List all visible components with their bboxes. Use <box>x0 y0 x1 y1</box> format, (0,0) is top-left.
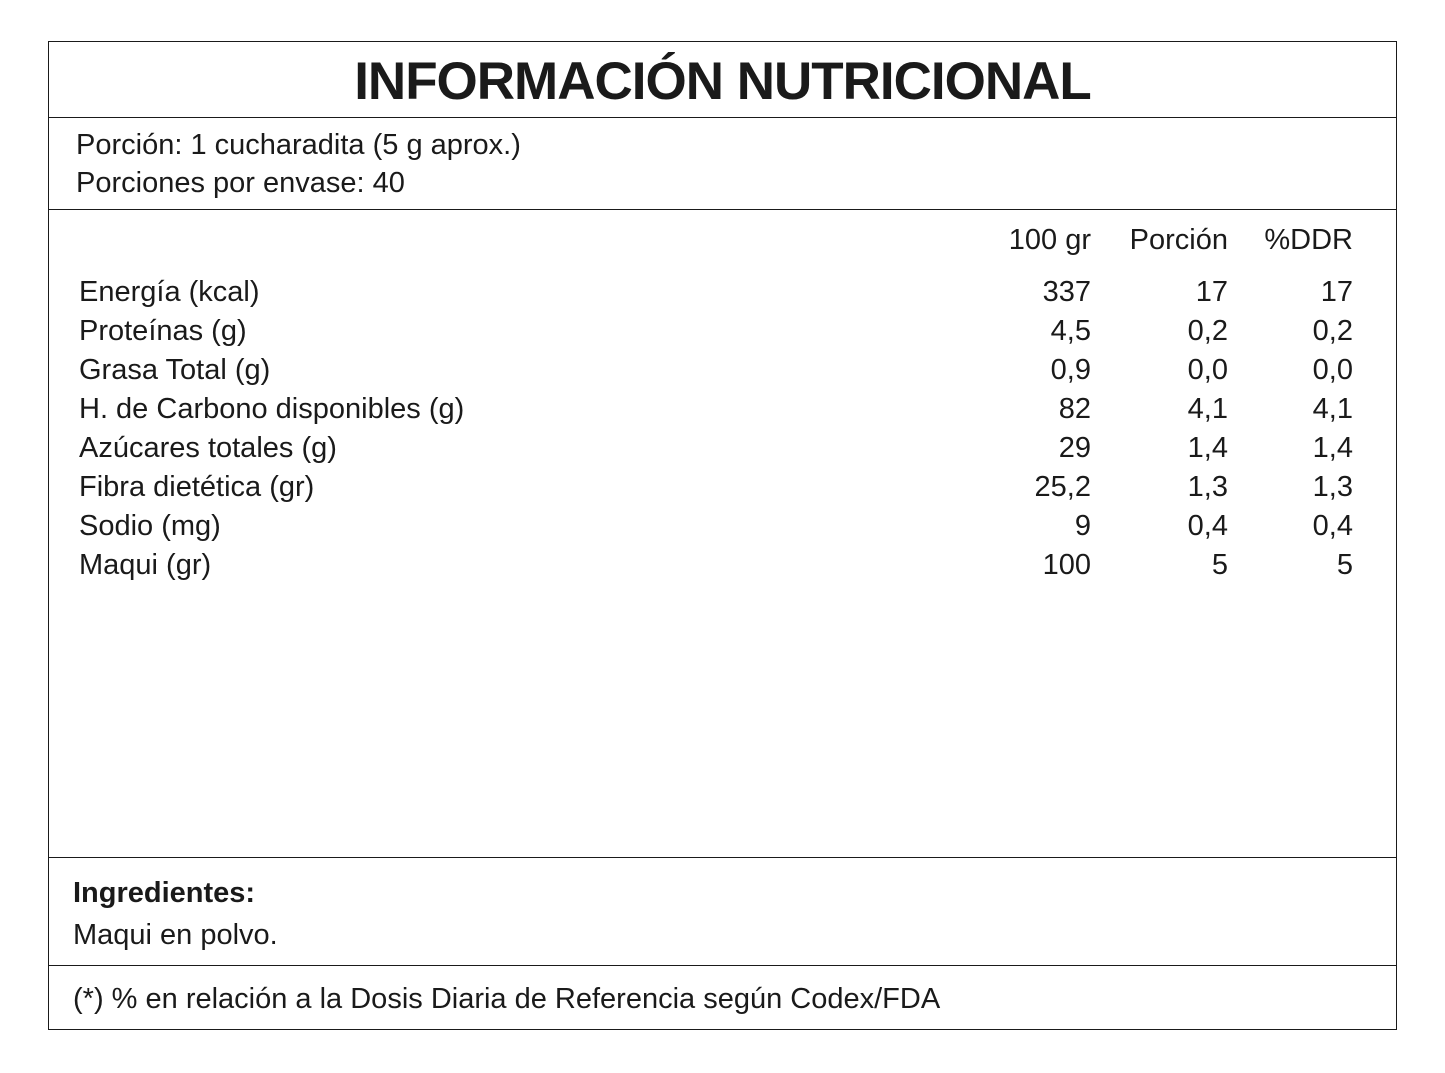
table-row <box>49 312 1396 351</box>
nutrient-name: H. de Carbono disponibles (g) <box>79 393 465 425</box>
value-portion: 0,2 <box>1187 315 1228 347</box>
nutrient-name: Azúcares totales (g) <box>79 432 337 464</box>
column-header-portion: Porción <box>1129 224 1228 256</box>
value-per-100g: 4,5 <box>1050 315 1091 347</box>
nutrition-label <box>48 41 1397 1030</box>
column-header-ddr: %DDR <box>1264 224 1353 256</box>
table-row <box>49 390 1396 429</box>
nutrient-table <box>49 210 1396 858</box>
ingredients-title: Ingredientes: <box>73 877 256 909</box>
portion-size: Porción: 1 cucharadita (5 g aprox.) <box>76 129 521 161</box>
table-row <box>49 546 1396 585</box>
ingredients-section <box>49 858 1396 966</box>
value-portion: 4,1 <box>1187 393 1228 425</box>
table-row <box>49 351 1396 390</box>
serving-info <box>49 118 1396 210</box>
value-portion: 17 <box>1195 276 1228 308</box>
value-per-100g: 82 <box>1058 393 1091 425</box>
value-portion: 0,0 <box>1187 354 1228 386</box>
column-headers <box>49 220 1396 260</box>
value-portion: 1,4 <box>1187 432 1228 464</box>
value-ddr: 0,0 <box>1312 354 1353 386</box>
ingredients-text: Maqui en polvo. <box>73 919 278 951</box>
value-ddr: 0,4 <box>1312 510 1353 542</box>
table-row <box>49 468 1396 507</box>
value-portion: 1,3 <box>1187 471 1228 503</box>
label-title: INFORMACIÓN NUTRICIONAL <box>354 52 1091 111</box>
value-ddr: 4,1 <box>1312 393 1353 425</box>
value-per-100g: 100 <box>1042 549 1091 581</box>
value-portion: 0,4 <box>1187 510 1228 542</box>
value-per-100g: 29 <box>1058 432 1091 464</box>
value-ddr: 1,4 <box>1312 432 1353 464</box>
table-row <box>49 273 1396 312</box>
value-ddr: 1,3 <box>1312 471 1353 503</box>
value-per-100g: 25,2 <box>1034 471 1091 503</box>
value-per-100g: 337 <box>1042 276 1091 308</box>
portions-per-container: Porciones por envase: 40 <box>76 167 405 199</box>
footnote-text: (*) % en relación a la Dosis Diaria de Referencia según Codex/FDA <box>73 983 941 1015</box>
column-header-per-100g: 100 gr <box>1008 224 1091 256</box>
table-row <box>49 507 1396 546</box>
value-ddr: 17 <box>1320 276 1353 308</box>
value-ddr: 0,2 <box>1312 315 1353 347</box>
value-per-100g: 9 <box>1074 510 1091 542</box>
nutrient-name: Fibra dietética (gr) <box>79 471 315 503</box>
value-portion: 5 <box>1211 549 1228 581</box>
title-section <box>49 42 1396 118</box>
table-row <box>49 429 1396 468</box>
value-ddr: 5 <box>1336 549 1353 581</box>
nutrient-rows <box>49 273 1396 585</box>
nutrient-name: Energía (kcal) <box>79 276 260 308</box>
nutrient-name: Maqui (gr) <box>79 549 212 581</box>
nutrient-name: Sodio (mg) <box>79 510 221 542</box>
footnote-section <box>49 966 1396 1029</box>
nutrient-name: Grasa Total (g) <box>79 354 271 386</box>
nutrient-name: Proteínas (g) <box>79 315 247 347</box>
value-per-100g: 0,9 <box>1050 354 1091 386</box>
